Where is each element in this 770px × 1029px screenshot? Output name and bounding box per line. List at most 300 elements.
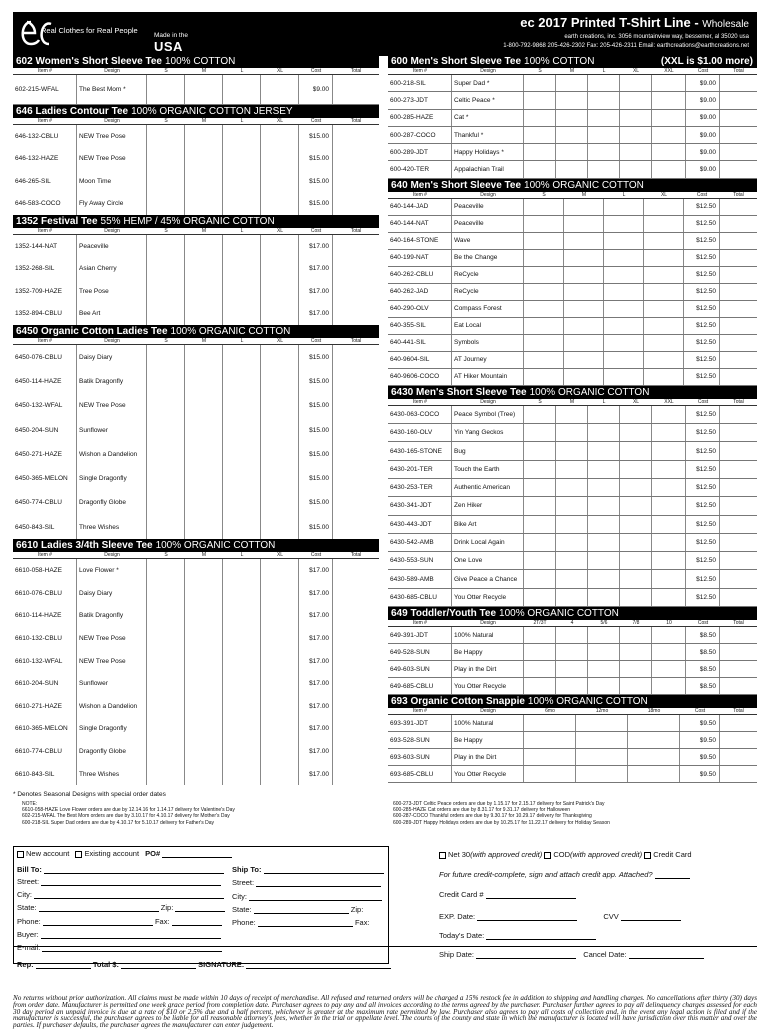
quantity-cell[interactable] [524, 369, 564, 385]
quantity-cell[interactable] [147, 345, 185, 369]
net30-checkbox[interactable] [439, 852, 446, 859]
quantity-cell[interactable] [620, 442, 652, 459]
quantity-cell[interactable] [556, 661, 588, 677]
quantity-cell[interactable] [628, 732, 680, 748]
quantity-cell[interactable] [147, 193, 185, 216]
ship-date-field[interactable] [476, 952, 576, 959]
quantity-cell[interactable] [524, 335, 564, 351]
quantity-cell[interactable] [261, 695, 299, 718]
total-cell[interactable] [720, 284, 757, 300]
quantity-cell[interactable] [620, 627, 652, 643]
quantity-cell[interactable] [644, 267, 684, 283]
total-cell[interactable] [333, 235, 379, 258]
total-cell[interactable] [333, 193, 379, 216]
quantity-cell[interactable] [147, 605, 185, 628]
quantity-cell[interactable] [223, 718, 261, 741]
quantity-cell[interactable] [524, 534, 556, 551]
quantity-cell[interactable] [223, 369, 261, 393]
quantity-cell[interactable] [185, 740, 223, 763]
quantity-cell[interactable] [223, 75, 261, 104]
quantity-cell[interactable] [223, 605, 261, 628]
quantity-cell[interactable] [147, 418, 185, 442]
quantity-cell[interactable] [524, 570, 556, 587]
quantity-cell[interactable] [564, 369, 604, 385]
quantity-cell[interactable] [524, 284, 564, 300]
quantity-cell[interactable] [261, 650, 299, 673]
quantity-cell[interactable] [147, 369, 185, 393]
quantity-cell[interactable] [147, 235, 185, 258]
quantity-cell[interactable] [576, 732, 628, 748]
quantity-cell[interactable] [652, 92, 686, 108]
credit-card-number-field[interactable] [486, 892, 576, 899]
total-cell[interactable] [333, 650, 379, 673]
quantity-cell[interactable] [185, 627, 223, 650]
quantity-cell[interactable] [652, 661, 686, 677]
quantity-cell[interactable] [556, 570, 588, 587]
total-cell[interactable] [720, 516, 757, 533]
quantity-cell[interactable] [652, 644, 686, 660]
total-cell[interactable] [720, 732, 757, 748]
quantity-cell[interactable] [524, 199, 564, 215]
total-cell[interactable] [720, 161, 757, 177]
quantity-cell[interactable] [588, 424, 620, 441]
total-cell[interactable] [333, 394, 379, 418]
total-cell[interactable] [333, 125, 379, 148]
total-cell[interactable] [720, 461, 757, 478]
quantity-cell[interactable] [620, 661, 652, 677]
quantity-cell[interactable] [223, 303, 261, 326]
quantity-cell[interactable] [261, 582, 299, 605]
total-cell[interactable] [720, 589, 757, 606]
quantity-cell[interactable] [223, 559, 261, 582]
quantity-cell[interactable] [604, 250, 644, 266]
quantity-cell[interactable] [652, 479, 686, 496]
quantity-cell[interactable] [223, 442, 261, 466]
quantity-cell[interactable] [185, 418, 223, 442]
quantity-cell[interactable] [556, 678, 588, 694]
ship-to-field[interactable] [264, 867, 384, 874]
quantity-cell[interactable] [588, 127, 620, 143]
quantity-cell[interactable] [524, 110, 556, 126]
quantity-cell[interactable] [620, 497, 652, 514]
quantity-cell[interactable] [556, 644, 588, 660]
total-cell[interactable] [720, 644, 757, 660]
total-cell[interactable] [720, 424, 757, 441]
quantity-cell[interactable] [644, 250, 684, 266]
quantity-cell[interactable] [261, 148, 299, 171]
quantity-cell[interactable] [185, 170, 223, 193]
quantity-cell[interactable] [604, 335, 644, 351]
phone-field[interactable] [43, 919, 153, 926]
quantity-cell[interactable] [223, 394, 261, 418]
quantity-cell[interactable] [185, 718, 223, 741]
total-cell[interactable] [720, 661, 757, 677]
quantity-cell[interactable] [147, 718, 185, 741]
quantity-cell[interactable] [556, 497, 588, 514]
quantity-cell[interactable] [620, 92, 652, 108]
quantity-cell[interactable] [261, 235, 299, 258]
quantity-cell[interactable] [261, 515, 299, 539]
quantity-cell[interactable] [564, 284, 604, 300]
quantity-cell[interactable] [185, 515, 223, 539]
quantity-cell[interactable] [620, 570, 652, 587]
quantity-cell[interactable] [147, 170, 185, 193]
quantity-cell[interactable] [261, 170, 299, 193]
rep-field[interactable] [36, 962, 91, 969]
quantity-cell[interactable] [223, 627, 261, 650]
quantity-cell[interactable] [223, 672, 261, 695]
quantity-cell[interactable] [524, 127, 556, 143]
quantity-cell[interactable] [588, 552, 620, 569]
quantity-cell[interactable] [223, 258, 261, 281]
quantity-cell[interactable] [556, 406, 588, 423]
attached-field[interactable] [655, 872, 690, 879]
quantity-cell[interactable] [524, 715, 576, 731]
exp-date-field[interactable] [477, 914, 577, 921]
quantity-cell[interactable] [524, 732, 576, 748]
total-cell[interactable] [333, 718, 379, 741]
quantity-cell[interactable] [147, 695, 185, 718]
quantity-cell[interactable] [524, 92, 556, 108]
quantity-cell[interactable] [556, 534, 588, 551]
quantity-cell[interactable] [223, 740, 261, 763]
total-cell[interactable] [333, 442, 379, 466]
quantity-cell[interactable] [604, 369, 644, 385]
quantity-cell[interactable] [588, 479, 620, 496]
quantity-cell[interactable] [185, 369, 223, 393]
quantity-cell[interactable] [564, 233, 604, 249]
total-cell[interactable] [720, 479, 757, 496]
cod-checkbox[interactable] [544, 852, 551, 859]
total-cell[interactable] [720, 552, 757, 569]
quantity-cell[interactable] [261, 394, 299, 418]
total-field[interactable] [121, 962, 196, 969]
quantity-cell[interactable] [588, 461, 620, 478]
quantity-cell[interactable] [524, 250, 564, 266]
quantity-cell[interactable] [556, 75, 588, 91]
quantity-cell[interactable] [644, 199, 684, 215]
quantity-cell[interactable] [185, 672, 223, 695]
quantity-cell[interactable] [147, 650, 185, 673]
quantity-cell[interactable] [223, 418, 261, 442]
total-cell[interactable] [720, 369, 757, 385]
quantity-cell[interactable] [604, 352, 644, 368]
quantity-cell[interactable] [147, 627, 185, 650]
quantity-cell[interactable] [588, 570, 620, 587]
quantity-cell[interactable] [620, 461, 652, 478]
quantity-cell[interactable] [564, 199, 604, 215]
quantity-cell[interactable] [223, 582, 261, 605]
quantity-cell[interactable] [620, 127, 652, 143]
total-cell[interactable] [720, 678, 757, 694]
quantity-cell[interactable] [261, 605, 299, 628]
quantity-cell[interactable] [644, 335, 684, 351]
total-cell[interactable] [720, 442, 757, 459]
quantity-cell[interactable] [628, 715, 680, 731]
total-cell[interactable] [333, 303, 379, 326]
quantity-cell[interactable] [524, 627, 556, 643]
quantity-cell[interactable] [556, 110, 588, 126]
quantity-cell[interactable] [185, 491, 223, 515]
quantity-cell[interactable] [652, 461, 686, 478]
quantity-cell[interactable] [261, 672, 299, 695]
new-account-checkbox[interactable] [17, 851, 24, 858]
total-cell[interactable] [720, 127, 757, 143]
quantity-cell[interactable] [147, 442, 185, 466]
quantity-cell[interactable] [223, 650, 261, 673]
quantity-cell[interactable] [261, 303, 299, 326]
quantity-cell[interactable] [564, 352, 604, 368]
quantity-cell[interactable] [261, 345, 299, 369]
quantity-cell[interactable] [564, 301, 604, 317]
quantity-cell[interactable] [564, 335, 604, 351]
total-cell[interactable] [720, 318, 757, 334]
quantity-cell[interactable] [223, 125, 261, 148]
quantity-cell[interactable] [588, 516, 620, 533]
total-cell[interactable] [720, 715, 757, 731]
quantity-cell[interactable] [652, 144, 686, 160]
quantity-cell[interactable] [604, 301, 644, 317]
quantity-cell[interactable] [576, 715, 628, 731]
quantity-cell[interactable] [524, 749, 576, 765]
quantity-cell[interactable] [556, 442, 588, 459]
quantity-cell[interactable] [652, 516, 686, 533]
quantity-cell[interactable] [588, 589, 620, 606]
quantity-cell[interactable] [223, 345, 261, 369]
total-cell[interactable] [720, 216, 757, 232]
quantity-cell[interactable] [261, 442, 299, 466]
total-cell[interactable] [333, 582, 379, 605]
quantity-cell[interactable] [223, 763, 261, 786]
quantity-cell[interactable] [652, 75, 686, 91]
quantity-cell[interactable] [261, 258, 299, 281]
quantity-cell[interactable] [261, 125, 299, 148]
quantity-cell[interactable] [261, 763, 299, 786]
quantity-cell[interactable] [620, 406, 652, 423]
quantity-cell[interactable] [620, 534, 652, 551]
total-cell[interactable] [333, 605, 379, 628]
quantity-cell[interactable] [524, 352, 564, 368]
quantity-cell[interactable] [644, 301, 684, 317]
total-cell[interactable] [720, 250, 757, 266]
quantity-cell[interactable] [644, 352, 684, 368]
total-cell[interactable] [720, 497, 757, 514]
quantity-cell[interactable] [261, 193, 299, 216]
quantity-cell[interactable] [223, 491, 261, 515]
fax-field[interactable] [172, 919, 222, 926]
quantity-cell[interactable] [604, 284, 644, 300]
quantity-cell[interactable] [524, 516, 556, 533]
quantity-cell[interactable] [620, 144, 652, 160]
quantity-cell[interactable] [185, 442, 223, 466]
quantity-cell[interactable] [588, 406, 620, 423]
quantity-cell[interactable] [261, 369, 299, 393]
quantity-cell[interactable] [524, 497, 556, 514]
quantity-cell[interactable] [185, 345, 223, 369]
quantity-cell[interactable] [147, 466, 185, 490]
quantity-cell[interactable] [620, 516, 652, 533]
quantity-cell[interactable] [556, 92, 588, 108]
quantity-cell[interactable] [556, 516, 588, 533]
quantity-cell[interactable] [652, 406, 686, 423]
quantity-cell[interactable] [261, 418, 299, 442]
quantity-cell[interactable] [652, 497, 686, 514]
quantity-cell[interactable] [147, 75, 185, 104]
quantity-cell[interactable] [644, 216, 684, 232]
quantity-cell[interactable] [564, 267, 604, 283]
quantity-cell[interactable] [620, 424, 652, 441]
quantity-cell[interactable] [524, 301, 564, 317]
quantity-cell[interactable] [556, 144, 588, 160]
quantity-cell[interactable] [185, 235, 223, 258]
quantity-cell[interactable] [223, 148, 261, 171]
todays-date-field[interactable] [486, 933, 596, 940]
total-cell[interactable] [720, 301, 757, 317]
quantity-cell[interactable] [524, 552, 556, 569]
total-cell[interactable] [720, 92, 757, 108]
quantity-cell[interactable] [620, 75, 652, 91]
quantity-cell[interactable] [556, 424, 588, 441]
total-cell[interactable] [333, 763, 379, 786]
zip-field[interactable] [175, 905, 225, 912]
quantity-cell[interactable] [524, 144, 556, 160]
quantity-cell[interactable] [556, 161, 588, 177]
quantity-cell[interactable] [524, 424, 556, 441]
quantity-cell[interactable] [620, 110, 652, 126]
total-cell[interactable] [333, 559, 379, 582]
quantity-cell[interactable] [524, 216, 564, 232]
total-cell[interactable] [333, 148, 379, 171]
quantity-cell[interactable] [185, 75, 223, 104]
quantity-cell[interactable] [556, 552, 588, 569]
quantity-cell[interactable] [652, 589, 686, 606]
quantity-cell[interactable] [185, 559, 223, 582]
total-cell[interactable] [720, 267, 757, 283]
quantity-cell[interactable] [524, 644, 556, 660]
quantity-cell[interactable] [588, 144, 620, 160]
quantity-cell[interactable] [620, 678, 652, 694]
street-field[interactable] [41, 879, 221, 886]
total-cell[interactable] [720, 570, 757, 587]
quantity-cell[interactable] [147, 148, 185, 171]
quantity-cell[interactable] [524, 678, 556, 694]
quantity-cell[interactable] [147, 559, 185, 582]
quantity-cell[interactable] [652, 424, 686, 441]
total-cell[interactable] [720, 766, 757, 782]
quantity-cell[interactable] [524, 766, 576, 782]
quantity-cell[interactable] [588, 442, 620, 459]
total-cell[interactable] [333, 170, 379, 193]
quantity-cell[interactable] [261, 491, 299, 515]
total-cell[interactable] [720, 199, 757, 215]
quantity-cell[interactable] [652, 110, 686, 126]
total-cell[interactable] [720, 110, 757, 126]
quantity-cell[interactable] [652, 627, 686, 643]
total-cell[interactable] [333, 345, 379, 369]
cancel-date-field[interactable] [629, 952, 704, 959]
po-field[interactable] [162, 851, 232, 858]
quantity-cell[interactable] [147, 582, 185, 605]
quantity-cell[interactable] [223, 695, 261, 718]
quantity-cell[interactable] [644, 233, 684, 249]
quantity-cell[interactable] [588, 497, 620, 514]
quantity-cell[interactable] [185, 763, 223, 786]
total-cell[interactable] [333, 491, 379, 515]
quantity-cell[interactable] [588, 92, 620, 108]
quantity-cell[interactable] [185, 258, 223, 281]
total-cell[interactable] [720, 627, 757, 643]
quantity-cell[interactable] [524, 75, 556, 91]
bill-to-field[interactable] [44, 867, 224, 874]
quantity-cell[interactable] [185, 582, 223, 605]
quantity-cell[interactable] [147, 740, 185, 763]
quantity-cell[interactable] [147, 672, 185, 695]
city-field[interactable] [34, 892, 224, 899]
ship-street-field[interactable] [256, 880, 381, 887]
signature-field[interactable] [246, 962, 391, 969]
quantity-cell[interactable] [588, 75, 620, 91]
quantity-cell[interactable] [524, 267, 564, 283]
quantity-cell[interactable] [628, 749, 680, 765]
quantity-cell[interactable] [556, 627, 588, 643]
quantity-cell[interactable] [604, 267, 644, 283]
total-cell[interactable] [333, 672, 379, 695]
quantity-cell[interactable] [185, 605, 223, 628]
quantity-cell[interactable] [147, 258, 185, 281]
quantity-cell[interactable] [644, 318, 684, 334]
quantity-cell[interactable] [223, 193, 261, 216]
total-cell[interactable] [720, 233, 757, 249]
quantity-cell[interactable] [652, 678, 686, 694]
quantity-cell[interactable] [524, 661, 556, 677]
quantity-cell[interactable] [556, 127, 588, 143]
quantity-cell[interactable] [556, 461, 588, 478]
quantity-cell[interactable] [185, 303, 223, 326]
quantity-cell[interactable] [604, 216, 644, 232]
quantity-cell[interactable] [185, 466, 223, 490]
quantity-cell[interactable] [147, 491, 185, 515]
quantity-cell[interactable] [644, 284, 684, 300]
quantity-cell[interactable] [652, 534, 686, 551]
total-cell[interactable] [720, 406, 757, 423]
quantity-cell[interactable] [147, 303, 185, 326]
quantity-cell[interactable] [576, 766, 628, 782]
quantity-cell[interactable] [261, 627, 299, 650]
ship-city-field[interactable] [249, 894, 382, 901]
quantity-cell[interactable] [556, 589, 588, 606]
cvv-field[interactable] [621, 914, 681, 921]
total-cell[interactable] [720, 335, 757, 351]
quantity-cell[interactable] [588, 661, 620, 677]
state-field[interactable] [39, 905, 159, 912]
quantity-cell[interactable] [524, 161, 556, 177]
quantity-cell[interactable] [147, 394, 185, 418]
quantity-cell[interactable] [147, 280, 185, 303]
quantity-cell[interactable] [588, 678, 620, 694]
quantity-cell[interactable] [261, 740, 299, 763]
quantity-cell[interactable] [223, 170, 261, 193]
total-cell[interactable] [333, 280, 379, 303]
quantity-cell[interactable] [524, 406, 556, 423]
quantity-cell[interactable] [524, 318, 564, 334]
quantity-cell[interactable] [147, 125, 185, 148]
quantity-cell[interactable] [185, 394, 223, 418]
ship-phone-field[interactable] [258, 920, 353, 927]
quantity-cell[interactable] [147, 763, 185, 786]
quantity-cell[interactable] [576, 749, 628, 765]
quantity-cell[interactable] [588, 534, 620, 551]
quantity-cell[interactable] [185, 280, 223, 303]
